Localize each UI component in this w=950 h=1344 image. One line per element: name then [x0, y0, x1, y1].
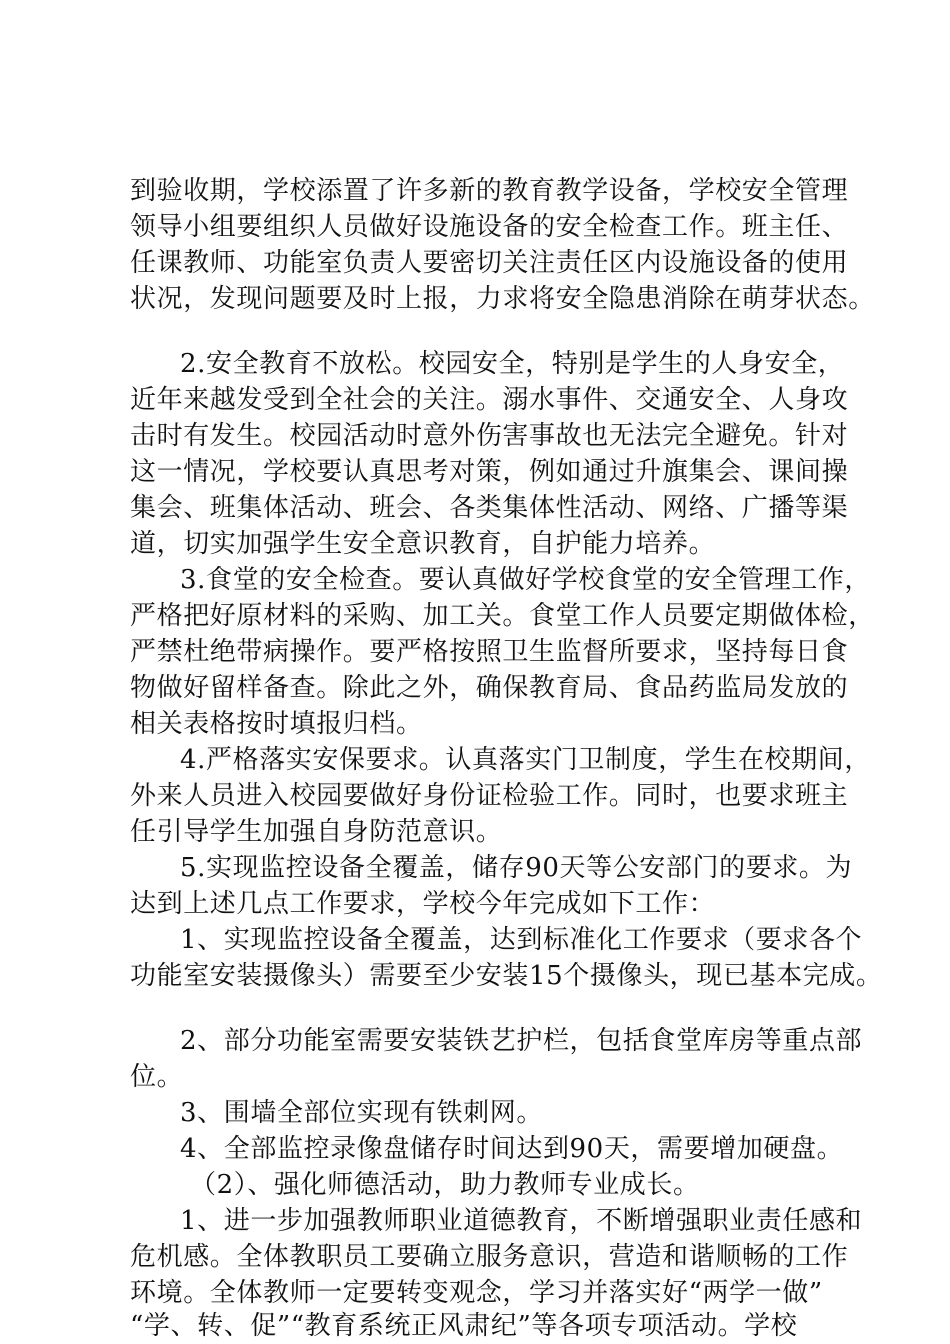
paragraph-line: 严格把好原材料的采购、加工关。食堂工作人员要定期做体检，	[130, 601, 875, 631]
section-heading: （2）、强化师德活动，助力教师专业成长。	[190, 1170, 700, 1200]
paragraph-line: 位。	[130, 1062, 184, 1092]
paragraph-line: 5.实现监控设备全覆盖，储存90天等公安部门的要求。为	[180, 853, 853, 883]
paragraph-line: 物做好留样备查。除此之外，确保教育局、食品药监局发放的	[130, 673, 849, 703]
paragraph-line: 状况，发现问题要及时上报，力求将安全隐患消除在萌芽状态。	[130, 284, 875, 314]
paragraph-line: 1、进一步加强教师职业道德教育，不断增强职业责任感和	[180, 1206, 863, 1236]
paragraph-line: 环境。全体教师一定要转变观念，学习并落实好“两学一做”	[130, 1278, 823, 1308]
paragraph-line: 近年来越发受到全社会的关注。溺水事件、交通安全、人身攻	[130, 385, 849, 415]
paragraph-line: 危机感。全体教职员工要确立服务意识，营造和谐顺畅的工作	[130, 1242, 849, 1272]
paragraph-line: 集会、班集体活动、班会、各类集体性活动、网络、广播等渠	[130, 493, 849, 523]
paragraph-line: 领导小组要组织人员做好设施设备的安全检查工作。班主任、	[130, 212, 849, 242]
paragraph-line: “学、转、促”“教育系统正风肃纪”等各项专项活动。学校	[130, 1311, 798, 1341]
paragraph-line: 击时有发生。校园活动时意外伤害事故也无法完全避免。针对	[130, 421, 849, 451]
paragraph-line: 任引导学生加强自身防范意识。	[130, 817, 503, 847]
paragraph-line: 道，切实加强学生安全意识教育，自护能力培养。	[130, 529, 716, 559]
paragraph-line: 2.安全教育不放松。校园安全，特别是学生的人身安全，	[180, 349, 845, 379]
paragraph-line: 1、实现监控设备全覆盖，达到标准化工作要求（要求各个	[180, 925, 863, 955]
paragraph-line: 3.食堂的安全检查。要认真做好学校食堂的安全管理工作，	[180, 565, 872, 595]
paragraph-line: 到验收期，学校添置了许多新的教育教学设备，学校安全管理	[130, 176, 849, 206]
paragraph-line: 3、围墙全部位实现有铁刺网。	[180, 1098, 543, 1128]
paragraph-line: 任课教师、功能室负责人要密切关注责任区内设施设备的使用	[130, 248, 849, 278]
paragraph-line: 4、全部监控录像盘储存时间达到90天，需要增加硬盘。	[180, 1134, 844, 1164]
paragraph-line: 4.严格落实安保要求。认真落实门卫制度，学生在校期间，	[180, 745, 872, 775]
paragraph-line: 相关表格按时填报归档。	[130, 709, 423, 739]
paragraph-line: 严禁杜绝带病操作。要严格按照卫生监督所要求，坚持每日食	[130, 637, 849, 667]
paragraph-line: 功能室安装摄像头）需要至少安装15个摄像头，现已基本完成。	[130, 961, 883, 991]
paragraph-line: 2、部分功能室需要安装铁艺护栏，包括食堂库房等重点部	[180, 1026, 863, 1056]
paragraph-line: 这一情况，学校要认真思考对策，例如通过升旗集会、课间操	[130, 457, 849, 487]
paragraph-line: 达到上述几点工作要求，学校今年完成如下工作：	[130, 889, 716, 919]
paragraph-line: 外来人员进入校园要做好身份证检验工作。同时，也要求班主	[130, 781, 849, 811]
